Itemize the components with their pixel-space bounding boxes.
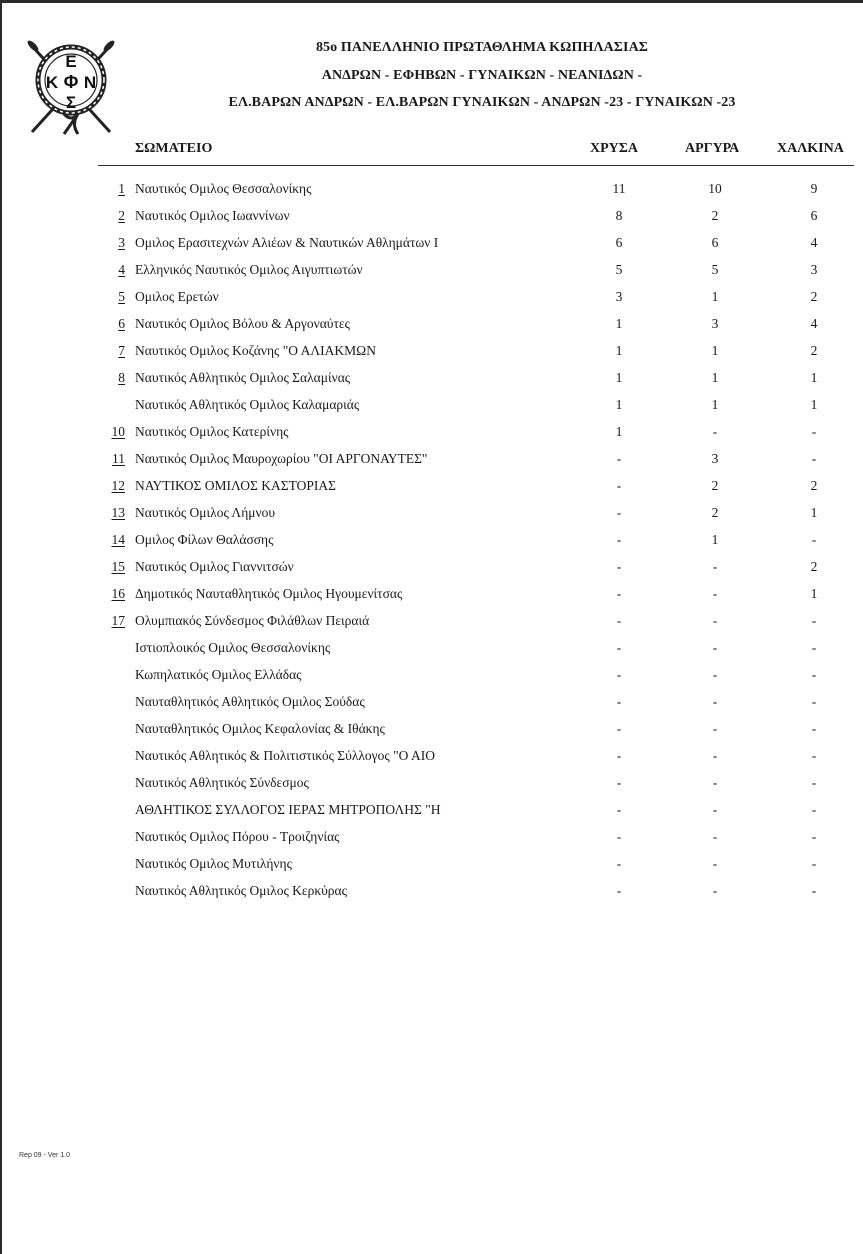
silver-count-cell: 3 <box>711 451 719 466</box>
bronze-count-cell: - <box>811 721 817 736</box>
table-row <box>2 208 863 230</box>
logo-letter: Σ <box>65 93 77 112</box>
club-name-cell: Ναυτικός Ομιλος Βόλου & Αργοναύτες <box>135 316 350 331</box>
gold-count-cell: 6 <box>615 235 623 250</box>
table-row <box>2 802 863 824</box>
silver-count-cell: - <box>712 829 718 844</box>
rank-cell: 15 <box>111 559 125 574</box>
bronze-count-cell: - <box>811 856 817 871</box>
report-version-footer: Rep 09 - Ver 1.0 <box>19 1152 70 1159</box>
gold-count-cell: - <box>616 532 622 547</box>
table-row <box>2 262 863 284</box>
club-name-cell: Ολυμπιακός Σύνδεσμος Φιλάθλων Πειραιά <box>135 613 370 628</box>
gold-count-cell: - <box>616 748 622 763</box>
table-row <box>2 640 863 662</box>
table-row <box>2 883 863 905</box>
silver-count-cell: - <box>712 856 718 871</box>
table-row <box>2 343 863 365</box>
bronze-count-cell: 1 <box>810 397 818 412</box>
logo-letter: Ε <box>65 52 77 71</box>
rank-cell: 10 <box>111 424 125 439</box>
bronze-count-cell: 6 <box>810 208 818 223</box>
gold-count-cell: - <box>616 694 622 709</box>
bronze-count-cell: - <box>811 613 817 628</box>
bronze-count-cell: - <box>811 532 817 547</box>
rank-cell: 13 <box>111 505 125 520</box>
table-row <box>2 397 863 419</box>
silver-count-cell: - <box>712 694 718 709</box>
table-row <box>2 532 863 554</box>
bronze-count-cell: 4 <box>810 235 818 250</box>
club-name-cell: Ναυτικός Ομιλος Κατερίνης <box>135 424 289 439</box>
club-name-cell: Ναυτικός Ομιλος Γιαννιτσών <box>135 559 294 574</box>
silver-count-cell: - <box>712 613 718 628</box>
rank-cell: 17 <box>111 613 125 628</box>
club-name-cell: Δημοτικός Ναυταθλητικός Ομιλος Ηγουμενίτσας <box>135 586 403 601</box>
rank-cell: 14 <box>111 532 125 547</box>
column-header-club: ΣΩΜΑΤΕΙΟ <box>135 141 213 156</box>
logo-letter: Φ <box>63 72 79 92</box>
silver-count-cell: 1 <box>711 370 719 385</box>
silver-count-cell: 2 <box>711 208 719 223</box>
gold-count-cell: - <box>616 883 622 898</box>
rank-cell: 8 <box>118 370 125 385</box>
table-row <box>2 316 863 338</box>
bronze-count-cell: - <box>811 775 817 790</box>
gold-count-cell: - <box>616 802 622 817</box>
rank-cell: 16 <box>111 586 125 601</box>
gold-count-cell: 1 <box>615 316 623 331</box>
bronze-count-cell: - <box>811 451 817 466</box>
table-row <box>2 181 863 203</box>
bronze-count-cell: 2 <box>810 478 818 493</box>
gold-count-cell: 11 <box>612 181 626 196</box>
gold-count-cell: - <box>616 829 622 844</box>
column-header-silver: ΑΡΓΥΡΑ <box>685 141 740 156</box>
silver-count-cell: - <box>712 667 718 682</box>
rank-cell: 7 <box>118 343 125 358</box>
column-header-bronze: ΧΑΛΚΙΝΑ <box>777 141 844 156</box>
club-name-cell: Ναυτικός Αθλητικός Ομιλος Κερκύρας <box>135 883 347 898</box>
silver-count-cell: 1 <box>711 289 719 304</box>
silver-count-cell: - <box>712 640 718 655</box>
club-name-cell: Ελληνικός Ναυτικός Ομιλος Αιγυπτιωτών <box>135 262 363 277</box>
bronze-count-cell: - <box>811 802 817 817</box>
bronze-count-cell: 2 <box>810 559 818 574</box>
header-divider <box>98 165 854 166</box>
bronze-count-cell: - <box>811 883 817 898</box>
gold-count-cell: 1 <box>615 343 623 358</box>
club-name-cell: ΑΘΛΗΤΙΚΟΣ ΣΥΛΛΟΓΟΣ ΙΕΡΑΣ ΜΗΤΡΟΠΟΛΗΣ "Η <box>135 802 441 817</box>
club-name-cell: Ομιλος Φίλων Θαλάσσης <box>135 532 274 547</box>
gold-count-cell: - <box>616 667 622 682</box>
silver-count-cell: - <box>712 775 718 790</box>
club-name-cell: Ομιλος Ερασιτεχνών Αλιέων & Ναυτικών Αθλημάτων Ι <box>135 235 439 250</box>
bronze-count-cell: - <box>811 694 817 709</box>
gold-count-cell: 3 <box>615 289 623 304</box>
silver-count-cell: - <box>712 883 718 898</box>
bronze-count-cell: - <box>811 424 817 439</box>
table-row <box>2 478 863 500</box>
club-name-cell: ΝΑΥΤΙΚΟΣ ΟΜΙΛΟΣ ΚΑΣΤΟΡΙΑΣ <box>135 478 336 493</box>
club-name-cell: Ναυταθλητικός Αθλητικός Ομιλος Σούδας <box>135 694 365 709</box>
club-name-cell: Κωπηλατικός Ομιλος Ελλάδας <box>135 667 302 682</box>
table-row <box>2 667 863 689</box>
gold-count-cell: - <box>616 721 622 736</box>
club-name-cell: Ναυτικός Ομιλος Θεσσαλονίκης <box>135 181 312 196</box>
club-name-cell: Ναυτικός Ομιλος Κοζάνης "Ο ΑΛΙΑΚΜΩΝ <box>135 343 376 358</box>
gold-count-cell: 8 <box>615 208 623 223</box>
table-row <box>2 235 863 257</box>
club-name-cell: Ναυτικός Ομιλος Ιωαννίνων <box>135 208 290 223</box>
rank-cell: 12 <box>111 478 125 493</box>
club-name-cell: Ναυτικός Αθλητικός Σύνδεσμος <box>135 775 309 790</box>
table-row <box>2 559 863 581</box>
table-row <box>2 775 863 797</box>
table-row <box>2 451 863 473</box>
gold-count-cell: 5 <box>615 262 623 277</box>
club-name-cell: Ναυτικός Ομιλος Μαυροχωρίου "ΟΙ ΑΡΓΟΝΑΥΤΕΣ" <box>135 451 428 466</box>
table-row <box>2 505 863 527</box>
table-row <box>2 721 863 743</box>
table-row <box>2 424 863 446</box>
table-row <box>2 613 863 635</box>
club-name-cell: Ναυτικός Αθλητικός & Πολιτιστικός Σύλλογος "Ο ΑΙΟ <box>135 748 435 763</box>
table-row <box>2 856 863 878</box>
silver-count-cell: - <box>712 586 718 601</box>
rank-cell: 11 <box>112 451 125 466</box>
silver-count-cell: - <box>712 559 718 574</box>
rank-cell: 2 <box>118 208 125 223</box>
club-name-cell: Ναυταθλητικός Ομιλος Κεφαλονίας & Ιθάκης <box>135 721 385 736</box>
bronze-count-cell: 1 <box>810 586 818 601</box>
club-name-cell: Ναυτικός Ομιλος Λήμνου <box>135 505 276 520</box>
silver-count-cell: - <box>712 802 718 817</box>
silver-count-cell: 10 <box>708 181 722 196</box>
silver-count-cell: 6 <box>711 235 719 250</box>
gold-count-cell: - <box>616 586 622 601</box>
club-name-cell: Ναυτικός Ομιλος Μυτιλήνης <box>135 856 292 871</box>
gold-count-cell: - <box>616 856 622 871</box>
gold-count-cell: - <box>616 505 622 520</box>
club-name-cell: Ιστιοπλοικός Ομιλος Θεσσαλονίκης <box>135 640 331 655</box>
gold-count-cell: - <box>616 640 622 655</box>
report-subtitle-weight-classes: ΕΛ.ΒΑΡΩΝ ΑΝΔΡΩΝ - ΕΛ.ΒΑΡΩΝ ΓΥΝΑΙΚΩΝ - ΑΝΔΡΩΝ -23 - ΓΥΝΑΙΚΩΝ -23 <box>228 95 736 110</box>
bronze-count-cell: - <box>811 748 817 763</box>
club-name-cell: Ναυτικός Αθλητικός Ομιλος Καλαμαριάς <box>135 397 360 412</box>
bronze-count-cell: 3 <box>810 262 818 277</box>
logo-letter: Κ <box>45 73 59 92</box>
silver-count-cell: - <box>712 748 718 763</box>
report-title: 85o ΠΑΝΕΛΛΗΝΙΟ ΠΡΩΤΑΘΛΗΜΑ ΚΩΠΗΛΑΣΙΑΣ <box>315 40 649 55</box>
bronze-count-cell: - <box>811 667 817 682</box>
gold-count-cell: - <box>616 775 622 790</box>
gold-count-cell: 1 <box>615 370 623 385</box>
club-name-cell: Ναυτικός Ομιλος Πόρου - Τροιζηνίας <box>135 829 340 844</box>
bronze-count-cell: 2 <box>810 343 818 358</box>
table-row <box>2 829 863 851</box>
gold-count-cell: - <box>616 478 622 493</box>
gold-count-cell: 1 <box>615 397 623 412</box>
silver-count-cell: 3 <box>711 316 719 331</box>
rank-cell: 5 <box>118 289 125 304</box>
table-row <box>2 694 863 716</box>
table-row <box>2 289 863 311</box>
gold-count-cell: 1 <box>615 424 623 439</box>
table-row <box>2 748 863 770</box>
silver-count-cell: - <box>712 721 718 736</box>
column-header-gold: ΧΡΥΣΑ <box>590 141 639 156</box>
silver-count-cell: 2 <box>711 478 719 493</box>
silver-count-cell: 1 <box>711 532 719 547</box>
gold-count-cell: - <box>616 451 622 466</box>
silver-count-cell: - <box>712 424 718 439</box>
bronze-count-cell: 4 <box>810 316 818 331</box>
document-page <box>2 3 863 1254</box>
silver-count-cell: 1 <box>711 397 719 412</box>
table-row <box>2 586 863 608</box>
bronze-count-cell: 2 <box>810 289 818 304</box>
rank-cell: 4 <box>118 262 125 277</box>
logo-letter: Ν <box>83 73 97 92</box>
club-name-cell: Ναυτικός Αθλητικός Ομιλος Σαλαμίνας <box>135 370 351 385</box>
bronze-count-cell: 9 <box>810 181 818 196</box>
bronze-count-cell: 1 <box>810 505 818 520</box>
rank-cell: 3 <box>118 235 125 250</box>
bronze-count-cell: - <box>811 829 817 844</box>
bronze-count-cell: - <box>811 640 817 655</box>
silver-count-cell: 1 <box>711 343 719 358</box>
silver-count-cell: 2 <box>711 505 719 520</box>
bronze-count-cell: 1 <box>810 370 818 385</box>
table-row <box>2 370 863 392</box>
club-name-cell: Ομιλος Ερετών <box>135 289 219 304</box>
rank-cell: 1 <box>118 181 125 196</box>
silver-count-cell: 5 <box>711 262 719 277</box>
gold-count-cell: - <box>616 559 622 574</box>
gold-count-cell: - <box>616 613 622 628</box>
report-subtitle-categories: ΑΝΔΡΩΝ - ΕΦΗΒΩΝ - ΓΥΝΑΙΚΩΝ - ΝΕΑΝΙΔΩΝ - <box>321 68 643 83</box>
rank-cell: 6 <box>118 316 125 331</box>
